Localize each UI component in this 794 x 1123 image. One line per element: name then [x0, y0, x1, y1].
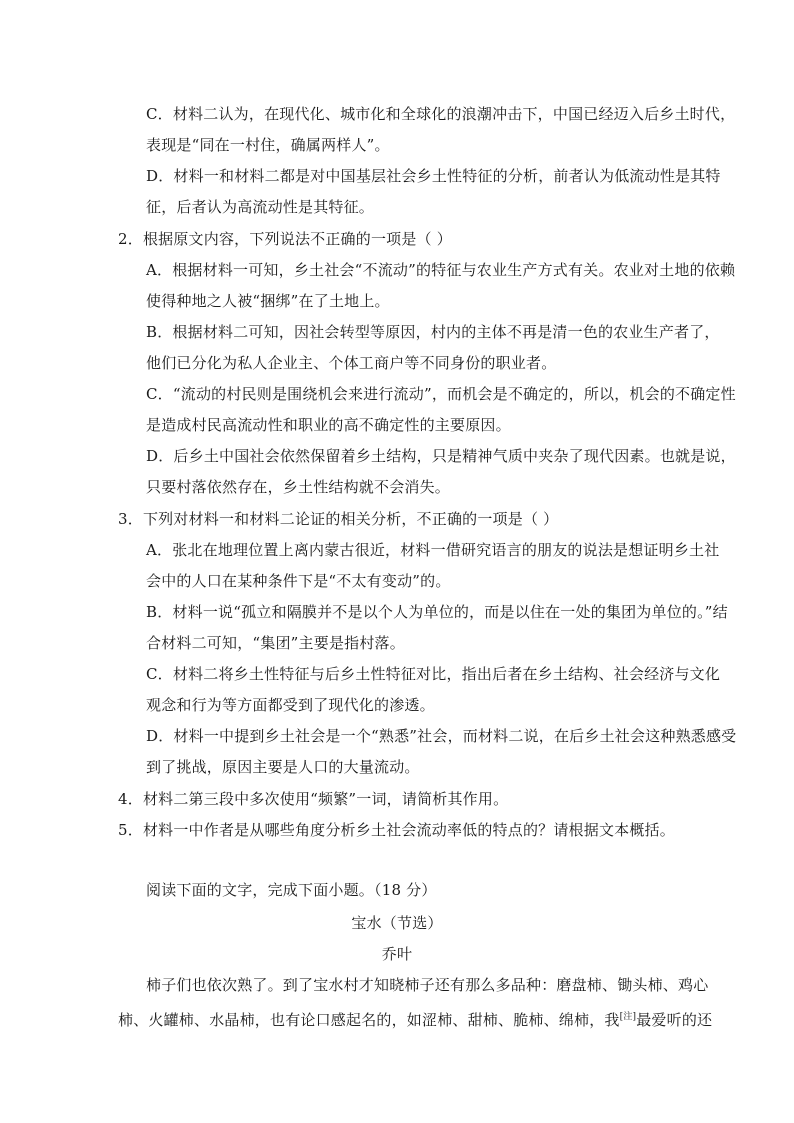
- q1-option-d-line2: 征，后者认为高流动性是其特征。: [146, 198, 375, 216]
- q2-option-c-line2: 是造成村民高流动性和职业的高不确定性的主要原因。: [146, 416, 511, 434]
- q2-option-a-line2: 使得种地之人被“捆绑”在了土地上。: [146, 292, 390, 310]
- q2-option-b-line2: 他们已分化为私人企业主、个体工商户等不同身份的职业者。: [146, 354, 557, 372]
- q3-option-d-line1: D．材料一中提到乡土社会是一个“熟悉”社会，而材料二说，在后乡土社会这种熟悉感受: [146, 727, 737, 745]
- q3-stem: 3．下列对材料一和材料二论证的相关分析，不正确的一项是（ ）: [118, 510, 559, 528]
- reading-author: 乔叶: [381, 945, 413, 963]
- reading-paragraph-line2-text-a: 柿、火罐柿、水晶柿，也有论口感起名的，如涩柿、甜柿、脆柿、绵柿，我: [118, 1011, 620, 1029]
- q2-option-d-line1: D．后乡土中国社会依然保留着乡土结构，只是精神气质中夹杂了现代因素。也就是说，: [146, 447, 736, 465]
- footnote-marker: [注]: [619, 1012, 637, 1022]
- q3-option-a-line2: 会中的人口在某种条件下是“不太有变动”的。: [146, 572, 451, 590]
- q3-option-d-line2: 到了挑战，原因主要是人口的大量流动。: [146, 758, 420, 776]
- q1-option-c-line1: C．材料二认为，在现代化、城市化和全球化的浪潮冲击下，中国已经迈入后乡土时代，: [146, 105, 736, 123]
- q3-option-c-line2: 观念和行为等方面都受到了现代化的渗透。: [146, 696, 435, 714]
- reading-paragraph-line2: [118, 1007, 712, 1030]
- q3-option-c-line1: C．材料二将乡土性特征与后乡土性特征对比，指出后者在乡土结构、社会经济与文化: [146, 665, 721, 683]
- reading-instruction: 阅读下面的文字，完成下面小题。（18 分）: [146, 881, 437, 899]
- q4-stem: 4．材料二第三段中多次使用“频繁”一词，请简析其作用。: [118, 790, 509, 808]
- q2-option-b-line1: B．根据材料二可知，因社会转型等原因，村内的主体不再是清一色的农业生产者了，: [146, 323, 720, 341]
- q2-stem: 2．根据原文内容，下列说法不正确的一项是（ ）: [118, 230, 452, 248]
- q3-option-a-line1: A．张北在地理位置上离内蒙古很近，材料一借研究语言的朋友的说法是想证明乡土社: [146, 541, 720, 559]
- q2-option-c-line1: C．“流动的村民则是围绕机会来进行流动”，而机会是不确定的，所以，机会的不确定性: [146, 385, 736, 403]
- q2-option-a-line1: A．根据材料一可知，乡土社会“不流动”的特征与农业生产方式有关。农业对土地的依赖: [146, 261, 736, 279]
- q1-option-d-line1: D．材料一和材料二都是对中国基层社会乡土性特征的分析，前者认为低流动性是其特: [146, 167, 721, 185]
- reading-paragraph-line1: 柿子们也依次熟了。到了宝水村才知晓柿子还有那么多品种：磨盘柿、锄头柿、鸡心: [146, 976, 709, 994]
- q1-option-c-line2: 表现是“同在一村住，确属两样人”。: [146, 136, 390, 154]
- q5-stem: 5．材料一中作者是从哪些角度分析乡土社会流动率低的特点的？请根据文本概括。: [118, 821, 675, 839]
- reading-title: 宝水（节选）: [351, 914, 443, 932]
- q3-option-b-line1: B．材料一说“孤立和隔膜并不是以个人为单位的，而是以住在一处的集团为单位的。”结: [146, 603, 728, 621]
- reading-paragraph-line2-text-b: 最爱听的还: [636, 1011, 713, 1029]
- q3-option-b-line2: 合材料二可知，“集团”主要是指村落。: [146, 634, 405, 652]
- q2-option-d-line2: 只要村落依然存在，乡土性结构就不会消失。: [146, 478, 451, 496]
